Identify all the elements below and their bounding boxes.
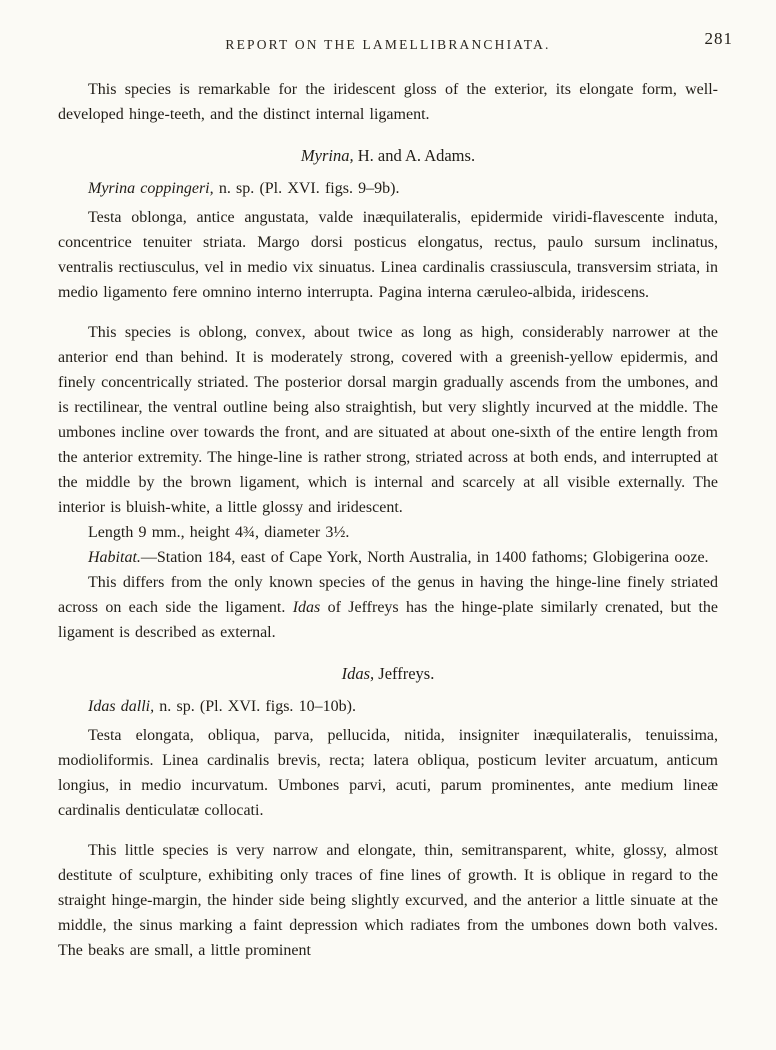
remarks-idas-genus: Idas (292, 599, 321, 616)
habitat-text: —Station 184, east of Cape York, North Australia, in 1400 fathoms; Globigerina ooze. (140, 549, 709, 566)
remarks-part1: This differs from the only known species of the genus in having the hinge-line finely striated across on each side the ligament. (58, 574, 718, 616)
idas-latin-diagnosis: Testa elongata, obliqua, parva, pellucida, nitida, insigniter inæquilateralis, tenuissima, modioliformis. Linea cardinalis brevis, recta; latera obliqua, posticum leviter arcuatum, anticum longius, in medio incurvatum. Umbones parvi, acuti, parum prominentes, ante medium lineæ cardinalis denticulatæ collocati. (58, 727, 718, 819)
running-header (58, 29, 733, 56)
page-number: 281 (704, 29, 733, 48)
idas-species-line (58, 694, 718, 719)
myrina-genus-name: Myrina, (300, 146, 354, 165)
myrina-dimensions: Length 9 mm., height 4¾, diameter 3½. (88, 524, 350, 541)
intro-paragraph: This species is remarkable for the iridescent gloss of the exterior, its elongate form, well-developed hinge-teeth, and the distinct internal ligament. (58, 81, 718, 123)
idas-species-name: Idas dalli, (88, 698, 155, 715)
idas-section-heading (58, 661, 718, 686)
idas-description: This little species is very narrow and elongate, thin, semitransparent, white, glossy, almost destitute of sculpture, exhibiting only traces of fine lines of growth. It is oblique in regard to the straight hinge-margin, the hinder side being slightly excurved, and the anterior a little sinuate at the middle, the sinus marking a faint depression which radiates from the umbones down both valves. The beaks are small, a little prominent (58, 842, 718, 959)
myrina-heading-authors: H. and A. Adams. (353, 146, 476, 165)
myrina-description: This species is oblong, convex, about twice as long as high, considerably narrower at the anterior end than behind. It is moderately strong, covered with a greenish-yellow epidermis, and finely concentrically striated. The posterior dorsal margin gradually ascends from the umbones, and is rectilinear, the ventral outline being also straightish, but very slightly incurved at the middle. The umbones incline over towards the front, and are situated at about one-sixth of the entire length from the anterior extremity. The hinge-line is rather strong, striated across at both ends, and interrupted at the middle by the brown ligament, which is internal and scarcely at all visible externally. The interior is bluish-white, a little glossy and iridescent. (58, 324, 718, 516)
running-title: REPORT ON THE LAMELLIBRANCHIATA. (225, 37, 551, 52)
habitat-label: Habitat. (88, 549, 141, 566)
myrina-remarks-paragraph (58, 570, 718, 645)
myrina-latin-diagnosis: Testa oblonga, antice angustata, valde inæquilateralis, epidermide viridi-flavescente induta, concentrice tenuiter striata. Margo dorsi posticus elongatus, rectus, paulo sursum inclinatus, ventralis rectiusculus, vel in medio vix sinuatus. Linea cardinalis crassiuscula, transversim striata, in medio ligamento fere omnino interno interrupta. Pagina interna cæruleo-albida, iridescens. (58, 209, 718, 301)
idas-species-ref: n. sp. (Pl. XVI. figs. 10–10b). (154, 698, 356, 715)
myrina-species-name: Myrina coppingeri, (88, 180, 214, 197)
myrina-species-ref: n. sp. (Pl. XVI. figs. 9–9b). (213, 180, 400, 197)
idas-heading-authors: Jeffreys. (374, 664, 435, 683)
myrina-species-line (58, 176, 718, 201)
myrina-habitat-paragraph (58, 545, 718, 570)
idas-genus-name: Idas, (341, 664, 375, 683)
remarks-part2: of Jeffreys has the hinge-plate similarly crenated, but the ligament is described as external. (58, 599, 718, 641)
myrina-section-heading (58, 143, 718, 168)
